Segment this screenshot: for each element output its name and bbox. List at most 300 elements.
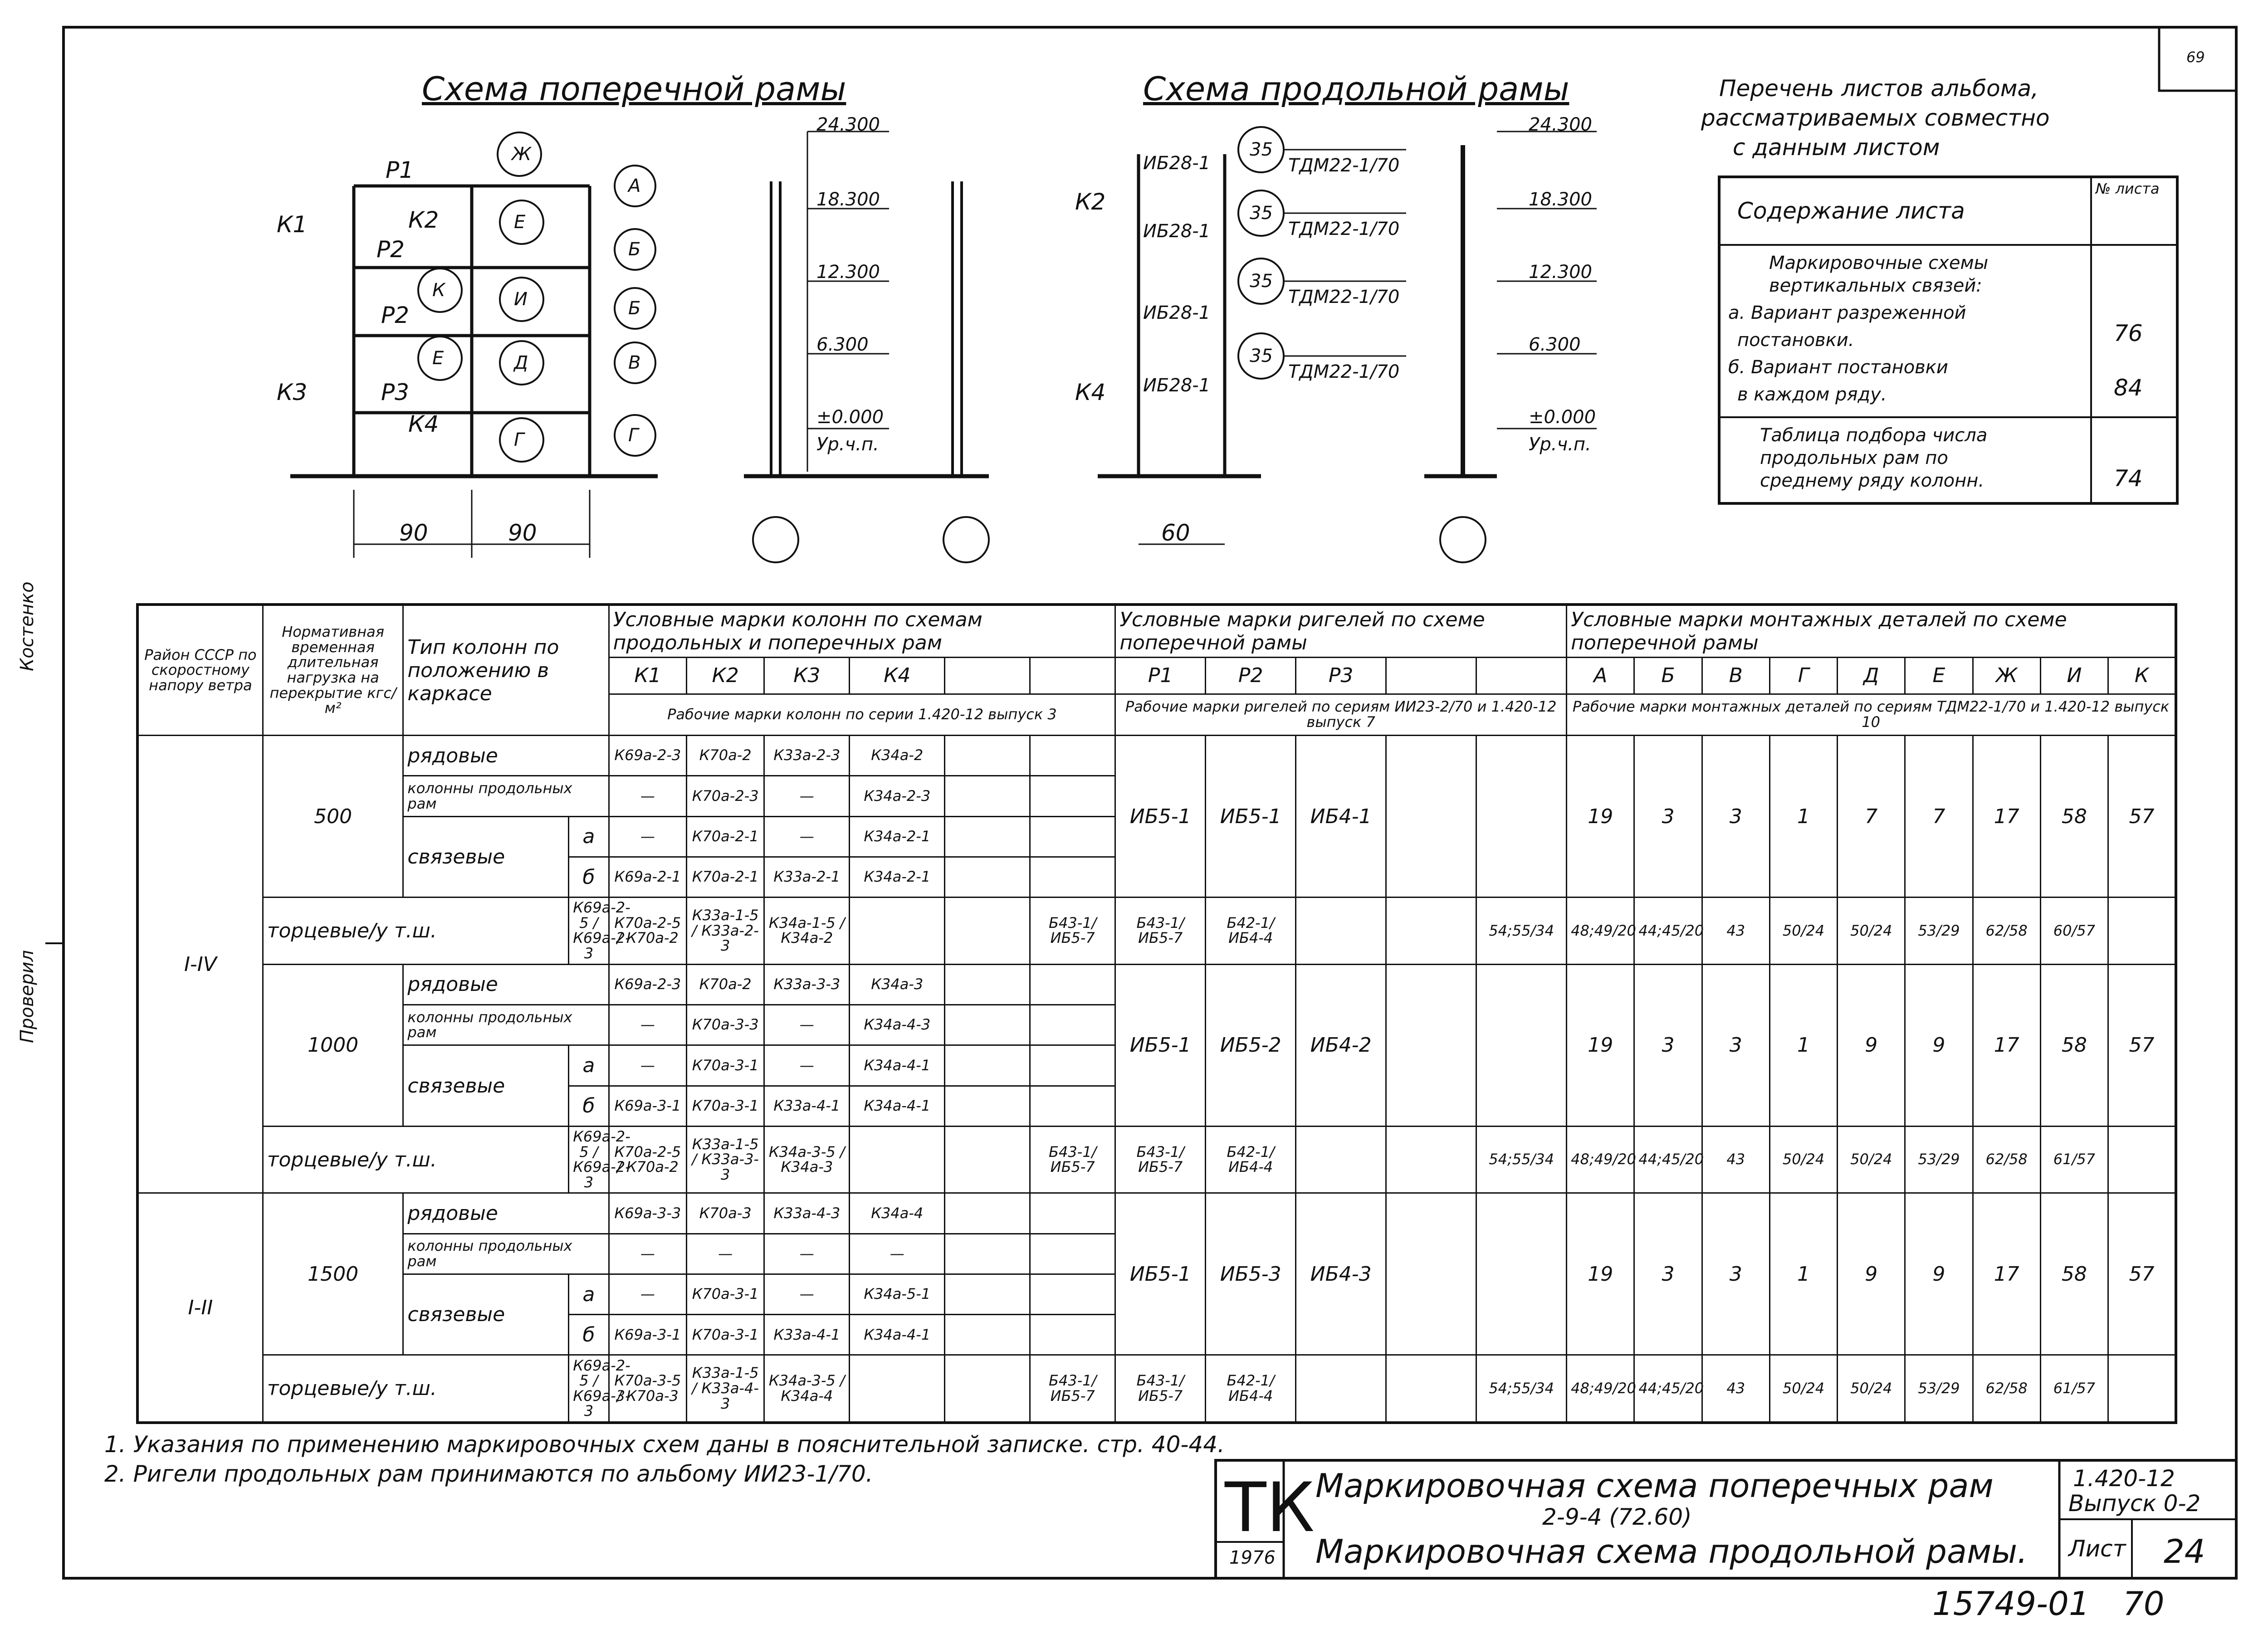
- elevation-label: 12.300: [816, 262, 880, 283]
- det-head: Д: [1838, 657, 1905, 694]
- detail-end-mark: 44;45/20: [1634, 1355, 1702, 1423]
- col-head: К3: [764, 657, 850, 694]
- member-label: К1: [277, 211, 308, 238]
- side-label: Проверил: [17, 950, 38, 1043]
- region-cell: I-IV: [137, 736, 263, 1193]
- sheet-list-text: продольных рам по: [1760, 448, 1948, 468]
- sub-cell: б: [569, 857, 609, 897]
- longitudinal-title: Схема продольной рамы: [1143, 70, 1569, 108]
- node-label: Е: [514, 212, 526, 233]
- column-mark: К34а-1-5 / К34а-2: [764, 897, 850, 964]
- det-head: Ж: [1973, 657, 2040, 694]
- detail-mark: 9: [1905, 964, 1973, 1126]
- empty-cell: [945, 736, 1030, 776]
- table-row: [137, 1193, 2176, 1234]
- empty-cell: [945, 857, 1030, 897]
- detail-end-mark: 62/58: [1973, 1355, 2040, 1423]
- detail-end-mark: 54;55/34: [1476, 1355, 1567, 1423]
- empty-cell: [1030, 1045, 1115, 1086]
- detail-mark: 17: [1973, 964, 2040, 1126]
- column-mark: К69а-2-3: [609, 736, 686, 776]
- detail-mark: 58: [2040, 1193, 2108, 1355]
- type-cell: связевые: [403, 1045, 569, 1127]
- empty-cell: [945, 1274, 1030, 1314]
- column-mark: К33а-4-1: [764, 1315, 850, 1355]
- rigel-end-mark: Б43-1/ИБ5-7: [1030, 1126, 1115, 1193]
- column-mark: К70а-3-1: [686, 1315, 764, 1355]
- column-mark: —: [764, 1234, 850, 1274]
- detail-end-mark: 48;49/20: [1567, 1126, 1634, 1193]
- sub-cell: а: [569, 816, 609, 857]
- type-cell: колонны продольных рам: [403, 1005, 609, 1045]
- empty-cell: [1296, 1355, 1386, 1423]
- detail-end-mark: 62/58: [1973, 1126, 2040, 1193]
- header-region: Район СССР по скоростному напору ветра: [137, 605, 263, 736]
- column-mark: К33а-4-3: [764, 1193, 850, 1234]
- det-head: А: [1567, 657, 1634, 694]
- detail-mark: 58: [2040, 736, 2108, 897]
- column-mark: К33а-2-1: [764, 857, 850, 897]
- header-type: Тип колонн по положению в каркасе: [403, 605, 609, 736]
- elevation-label: 18.300: [816, 189, 880, 210]
- column-mark: К34а-4-3: [850, 1005, 945, 1045]
- sub-cell: а: [569, 1045, 609, 1086]
- detail-end-mark: 50/24: [1769, 897, 1837, 964]
- detail-mark: 3: [1634, 1193, 1702, 1355]
- detail-mark: 19: [1567, 1193, 1634, 1355]
- sub-cell: б: [569, 1315, 609, 1355]
- empty-cell: [1476, 736, 1567, 897]
- elevation-label: 18.300: [1529, 189, 1592, 210]
- side-label: Костенко: [17, 581, 38, 671]
- node-label: 35: [1250, 271, 1273, 292]
- column-mark: К69а-2-3: [609, 964, 686, 1005]
- column-mark: К70а-2: [686, 964, 764, 1005]
- empty-cell: [945, 1193, 1030, 1234]
- column-mark: —: [764, 1005, 850, 1045]
- column-mark: К34а-3-5 / К34а-3: [764, 1126, 850, 1193]
- empty-cell: [1030, 1086, 1115, 1126]
- rigel-end-mark: Б43-1/ИБ5-7: [1030, 1355, 1115, 1423]
- load-cell: 500: [263, 736, 403, 897]
- empty-cell: [1030, 857, 1115, 897]
- span-label: 60: [1161, 520, 1190, 546]
- column-mark: К70а-2-3: [686, 776, 764, 816]
- load-cell: 1000: [263, 964, 403, 1126]
- beam-label: ИБ28-1: [1143, 375, 1211, 396]
- column-mark: —: [609, 816, 686, 857]
- column-mark: —: [609, 1234, 686, 1274]
- type-cell: торцевые/у т.ш.: [263, 1126, 568, 1193]
- column-mark: К33а-1-5 / К33а-3-3: [686, 1126, 764, 1193]
- empty-cell: [1476, 1193, 1567, 1355]
- node-label: Ж: [512, 144, 532, 165]
- empty-cell: [1030, 1315, 1115, 1355]
- empty-cell: [1476, 657, 1567, 694]
- span-label: 90: [399, 520, 428, 546]
- node-label: Д: [514, 352, 528, 373]
- detail-mark: 7: [1905, 736, 1973, 897]
- empty-cell: [850, 1126, 945, 1193]
- col-head: К4: [850, 657, 945, 694]
- sheet-list-text: б. Вариант постановки: [1728, 357, 1948, 378]
- page-number: 70: [2123, 1585, 2165, 1623]
- rig-head: Р2: [1206, 657, 1296, 694]
- column-mark: К34а-4-1: [850, 1045, 945, 1086]
- column-mark: К70а-2-1: [686, 816, 764, 857]
- column-mark: К33а-1-5 / К33а-2-3: [686, 897, 764, 964]
- beam-label: ИБ28-1: [1143, 302, 1211, 323]
- column-mark: К33а-4-1: [764, 1086, 850, 1126]
- stamp-issue: Выпуск 0-2: [2068, 1490, 2201, 1517]
- column-mark: К34а-4-1: [850, 1086, 945, 1126]
- detail-end-mark: 53/29: [1905, 1355, 1973, 1423]
- rigel-end-mark: Б42-1/ИБ4-4: [1206, 1355, 1296, 1423]
- detail-label: ТДМ22-1/70: [1288, 155, 1400, 176]
- rigel-mark: ИБ4-3: [1296, 1193, 1386, 1355]
- empty-cell: [945, 1355, 1030, 1423]
- header-columns-series: Рабочие марки колонн по серии 1.420-12 выпуск 3: [609, 694, 1115, 735]
- detail-mark: 1: [1769, 1193, 1837, 1355]
- col-head: К1: [609, 657, 686, 694]
- empty-cell: [1030, 1274, 1115, 1314]
- member-label: Р2: [381, 302, 409, 328]
- detail-end-mark: 43: [1702, 897, 1769, 964]
- column-mark: К34а-3-5 / К34а-4: [764, 1355, 850, 1423]
- empty-cell: [1296, 1126, 1386, 1193]
- type-cell: торцевые/у т.ш.: [263, 1355, 568, 1423]
- column-mark: К69а-3-3: [609, 1193, 686, 1234]
- detail-mark: 57: [2108, 736, 2176, 897]
- sheet-list-heading: с данным листом: [1733, 134, 1940, 161]
- empty-cell: [1030, 657, 1115, 694]
- column-mark: —: [764, 1045, 850, 1086]
- sheet-list-no: 76: [2114, 320, 2143, 346]
- note: 2. Ригели продольных рам принимаются по альбому ИИ23-1/70.: [104, 1461, 873, 1487]
- node-label: В: [628, 352, 641, 373]
- detail-mark: 3: [1702, 964, 1769, 1126]
- member-label: Р2: [376, 236, 405, 263]
- detail-end-mark: 50/24: [1769, 1126, 1837, 1193]
- table-row: [137, 736, 2176, 776]
- rigel-end-mark: Б43-1/ИБ5-7: [1115, 1355, 1206, 1423]
- stamp-sheet-number: 24: [2164, 1532, 2205, 1571]
- column-mark: К70а-3-1: [686, 1045, 764, 1086]
- table-row: [137, 897, 2176, 964]
- node-label: Б: [628, 298, 641, 319]
- sheet-corner-number: 69: [2186, 49, 2205, 66]
- sub-cell: а: [569, 1274, 609, 1314]
- empty-cell: [1386, 657, 1476, 694]
- empty-cell: [1030, 816, 1115, 857]
- detail-mark: 3: [1634, 736, 1702, 897]
- rig-head: Р3: [1296, 657, 1386, 694]
- empty-cell: [1386, 897, 1476, 964]
- elevation-label: ±0.000: [816, 407, 884, 428]
- column-mark: К69а-2-5 / К69а-2-3: [569, 897, 609, 964]
- archive-number: 15749-01: [1932, 1585, 2090, 1623]
- node-label: Г: [628, 425, 639, 446]
- det-head: В: [1702, 657, 1769, 694]
- detail-label: ТДМ22-1/70: [1288, 219, 1400, 239]
- detail-end-mark: 50/24: [1838, 897, 1905, 964]
- rigel-mark: ИБ4-1: [1296, 736, 1386, 897]
- type-cell: колонны продольных рам: [403, 776, 609, 816]
- empty-cell: [1030, 1234, 1115, 1274]
- type-cell: колонны продольных рам: [403, 1234, 609, 1274]
- detail-mark: 3: [1702, 736, 1769, 897]
- empty-cell: [945, 1005, 1030, 1045]
- detail-end-mark: 48;49/20: [1567, 897, 1634, 964]
- column-mark: К34а-5-1: [850, 1274, 945, 1314]
- detail-end-mark: 53/29: [1905, 1126, 1973, 1193]
- column-mark: К69а-2-1: [609, 857, 686, 897]
- detail-mark: 3: [1634, 964, 1702, 1126]
- sheet-list-text: среднему ряду колонн.: [1760, 470, 1984, 491]
- empty-cell: [945, 1045, 1030, 1086]
- column-mark: К70а-2: [686, 736, 764, 776]
- det-head: К: [2108, 657, 2176, 694]
- column-mark: —: [764, 816, 850, 857]
- column-mark: К70а-3: [686, 1193, 764, 1234]
- detail-label: ТДМ22-1/70: [1288, 287, 1400, 307]
- type-cell: рядовые: [403, 736, 609, 776]
- column-mark: —: [609, 1005, 686, 1045]
- detail-end-mark: 50/24: [1838, 1355, 1905, 1423]
- type-cell: связевые: [403, 816, 569, 897]
- note: 1. Указания по применению маркировочных схем даны в пояснительной записке. стр. 40-44.: [104, 1431, 1225, 1458]
- column-mark: К70а-2-5 / К70а-2: [609, 1126, 686, 1193]
- sheet-list-text: Таблица подбора числа: [1760, 425, 1988, 446]
- stamp-title-1: Маркировочная схема поперечных рам: [1315, 1467, 1994, 1505]
- stamp-year: 1976: [1229, 1547, 1276, 1568]
- sheet-list-heading: Перечень листов альбома,: [1719, 75, 2038, 102]
- empty-cell: [1386, 964, 1476, 1126]
- elevation-label: 24.300: [1529, 114, 1592, 135]
- header-load: Нормативная временная длительная нагрузка на перекрытие кгс/м²: [263, 605, 403, 736]
- column-mark: К70а-3-1: [686, 1086, 764, 1126]
- tk-logo: ТК: [1225, 1468, 1315, 1547]
- member-label: К4: [408, 411, 439, 437]
- empty-cell: [1030, 736, 1115, 776]
- detail-mark: 57: [2108, 964, 2176, 1126]
- sheet-list-col-content: Содержание листа: [1737, 198, 1965, 224]
- member-label: Р3: [381, 379, 409, 405]
- rigel-end-mark: Б42-1/ИБ4-4: [1206, 897, 1296, 964]
- detail-mark: 9: [1905, 1193, 1973, 1355]
- table-body: [137, 736, 2176, 1423]
- rigel-end-mark: Б43-1/ИБ5-7: [1030, 897, 1115, 964]
- node-label: 35: [1250, 203, 1273, 224]
- detail-mark: 1: [1769, 736, 1837, 897]
- beam-label: ИБ28-1: [1143, 221, 1211, 242]
- empty-cell: [1030, 964, 1115, 1005]
- column-mark: К69а-2-5 / К69а-2-3: [569, 1126, 609, 1193]
- member-label: К3: [277, 379, 308, 405]
- sheet-list-text: Маркировочные схемы: [1769, 253, 1989, 273]
- detail-mark: 1: [1769, 964, 1837, 1126]
- stamp-sheet-label: Лист: [2068, 1536, 2126, 1562]
- column-mark: —: [686, 1234, 764, 1274]
- detail-end-mark: 61/57: [2040, 1355, 2108, 1423]
- detail-mark: 58: [2040, 964, 2108, 1126]
- column-mark: К70а-3-5 / К70а-3: [609, 1355, 686, 1423]
- detail-mark: 7: [1838, 736, 1905, 897]
- node-label: Е: [432, 348, 444, 369]
- empty-cell: [945, 897, 1030, 964]
- column-mark: К34а-2-1: [850, 816, 945, 857]
- member-label: К2: [1075, 189, 1106, 215]
- detail-end-mark: 62/58: [1973, 897, 2040, 964]
- column-mark: К34а-2: [850, 736, 945, 776]
- member-label: К2: [408, 207, 439, 233]
- node-label: 35: [1250, 346, 1273, 366]
- column-mark: К69а-3-1: [609, 1086, 686, 1126]
- table-row: [137, 1355, 2176, 1423]
- rigel-mark: ИБ5-1: [1115, 1193, 1206, 1355]
- detail-mark: 9: [1838, 1193, 1905, 1355]
- rigel-mark: ИБ5-1: [1115, 964, 1206, 1126]
- header-rigels-series: Рабочие марки ригелей по сериям ИИ23-2/70 и 1.420-12 выпуск 7: [1115, 694, 1567, 735]
- column-mark: К34а-4: [850, 1193, 945, 1234]
- table-row: [137, 964, 2176, 1005]
- empty-cell: [945, 1315, 1030, 1355]
- load-cell: 1500: [263, 1193, 403, 1355]
- column-mark: —: [609, 776, 686, 816]
- member-label: Р1: [386, 157, 414, 183]
- sheet-list-text: постановки.: [1737, 330, 1854, 351]
- stamp-title-2: 2-9-4 (72.60): [1542, 1504, 1692, 1530]
- elevation-label: 24.300: [816, 114, 880, 135]
- empty-cell: [945, 816, 1030, 857]
- detail-end-mark: 43: [1702, 1355, 1769, 1423]
- empty-cell: [1386, 1193, 1476, 1355]
- column-mark: К33а-1-5 / К33а-4-3: [686, 1355, 764, 1423]
- column-mark: К70а-2-5 / К70а-2: [609, 897, 686, 964]
- detail-mark: 57: [2108, 1193, 2176, 1355]
- empty-cell: [945, 657, 1030, 694]
- empty-cell: [850, 897, 945, 964]
- detail-end-mark: 54;55/34: [1476, 1126, 1567, 1193]
- stamp-series: 1.420-12: [2073, 1465, 2175, 1492]
- det-head: Б: [1634, 657, 1702, 694]
- elevation-label: 6.300: [816, 334, 869, 355]
- empty-cell: [1476, 964, 1567, 1126]
- empty-cell: [1386, 1355, 1476, 1423]
- detail-end-mark: 50/24: [1769, 1355, 1837, 1423]
- column-mark: К70а-2-1: [686, 857, 764, 897]
- column-mark: К70а-3-1: [686, 1274, 764, 1314]
- sheet-list-text: вертикальных связей:: [1769, 275, 1982, 296]
- rig-head: Р1: [1115, 657, 1206, 694]
- rigel-mark: ИБ5-1: [1206, 736, 1296, 897]
- detail-end-mark: 60/57: [2040, 897, 2108, 964]
- type-cell: рядовые: [403, 964, 609, 1005]
- detail-end-mark: 61/57: [2040, 1126, 2108, 1193]
- detail-mark: 17: [1973, 1193, 2040, 1355]
- column-mark: К34а-2-1: [850, 857, 945, 897]
- column-mark: К34а-3: [850, 964, 945, 1005]
- detail-mark: 19: [1567, 964, 1634, 1126]
- det-head: И: [2040, 657, 2108, 694]
- elevation-label: ±0.000: [1529, 407, 1596, 428]
- table-row: [137, 1126, 2176, 1193]
- span-label: 90: [508, 520, 537, 546]
- elevation-label: 12.300: [1529, 262, 1592, 283]
- header-details-series: Рабочие марки монтажных деталей по сериям ТДМ22-1/70 и 1.420-12 выпуск 10: [1567, 694, 2176, 735]
- node-label: И: [514, 289, 528, 310]
- region-cell: I-II: [137, 1193, 263, 1423]
- empty-cell: [1386, 1126, 1476, 1193]
- empty-cell: [1030, 776, 1115, 816]
- empty-cell: [945, 964, 1030, 1005]
- empty-cell: [850, 1355, 945, 1423]
- column-mark: К34а-2-3: [850, 776, 945, 816]
- column-mark: —: [609, 1045, 686, 1086]
- rigel-end-mark: Б43-1/ИБ5-7: [1115, 1126, 1206, 1193]
- detail-end-mark: 44;45/20: [1634, 1126, 1702, 1193]
- column-mark: —: [764, 776, 850, 816]
- detail-mark: 3: [1702, 1193, 1769, 1355]
- rigel-end-mark: Б42-1/ИБ4-4: [1206, 1126, 1296, 1193]
- header-columns: Условные марки колонн по схемам продольных и поперечных рам: [609, 605, 1115, 657]
- rigel-mark: ИБ4-2: [1296, 964, 1386, 1126]
- detail-end-mark: 44;45/20: [1634, 897, 1702, 964]
- type-cell: связевые: [403, 1274, 569, 1355]
- sheet-list-heading: рассматриваемых совместно: [1701, 105, 2050, 131]
- elevation-label: Ур.ч.п.: [816, 434, 879, 455]
- empty-cell: [945, 1126, 1030, 1193]
- node-label: 35: [1250, 139, 1273, 160]
- node-label: Г: [514, 429, 524, 450]
- detail-end-mark: 54;55/34: [1476, 897, 1567, 964]
- transverse-frame: [290, 186, 658, 476]
- header-rigels: Условные марки ригелей по схеме поперечной рамы: [1115, 605, 1567, 657]
- type-cell: рядовые: [403, 1193, 609, 1234]
- rigel-mark: ИБ5-3: [1206, 1193, 1296, 1355]
- detail-end-mark: 48;49/20: [1567, 1355, 1634, 1423]
- header-details: Условные марки монтажных деталей по схеме поперечной рамы: [1567, 605, 2176, 657]
- stamp-title-3: Маркировочная схема продольной рамы.: [1315, 1532, 2028, 1571]
- marking-table: [136, 603, 2177, 1424]
- det-head: Е: [1905, 657, 1973, 694]
- column-mark: К33а-3-3: [764, 964, 850, 1005]
- empty-cell: [1030, 1005, 1115, 1045]
- detail-mark: 9: [1838, 964, 1905, 1126]
- sheet-list-text: в каждом ряду.: [1737, 384, 1887, 405]
- rigel-mark: ИБ5-2: [1206, 964, 1296, 1126]
- empty-cell: [945, 776, 1030, 816]
- rigel-end-mark: Б43-1/ИБ5-7: [1115, 897, 1206, 964]
- node-label: К: [432, 280, 445, 301]
- elevation-label: Ур.ч.п.: [1529, 434, 1591, 455]
- elevation-label: 6.300: [1529, 334, 1581, 355]
- rigel-mark: ИБ5-1: [1115, 736, 1206, 897]
- sheet-list-col-no: № листа: [2096, 180, 2160, 197]
- sheet-list-text: а. Вариант разреженной: [1728, 302, 1966, 323]
- column-mark: —: [850, 1234, 945, 1274]
- type-cell: торцевые/у т.ш.: [263, 897, 568, 964]
- column-mark: К69а-2-5 / К69а-3-3: [569, 1355, 609, 1423]
- column-mark: —: [764, 1274, 850, 1314]
- sheet-list-no: 84: [2114, 375, 2143, 401]
- column-mark: К69а-3-1: [609, 1315, 686, 1355]
- beam-label: ИБ28-1: [1143, 153, 1211, 174]
- sub-cell: б: [569, 1086, 609, 1126]
- empty-cell: [945, 1234, 1030, 1274]
- detail-mark: 17: [1973, 736, 2040, 897]
- member-label: К4: [1075, 379, 1106, 405]
